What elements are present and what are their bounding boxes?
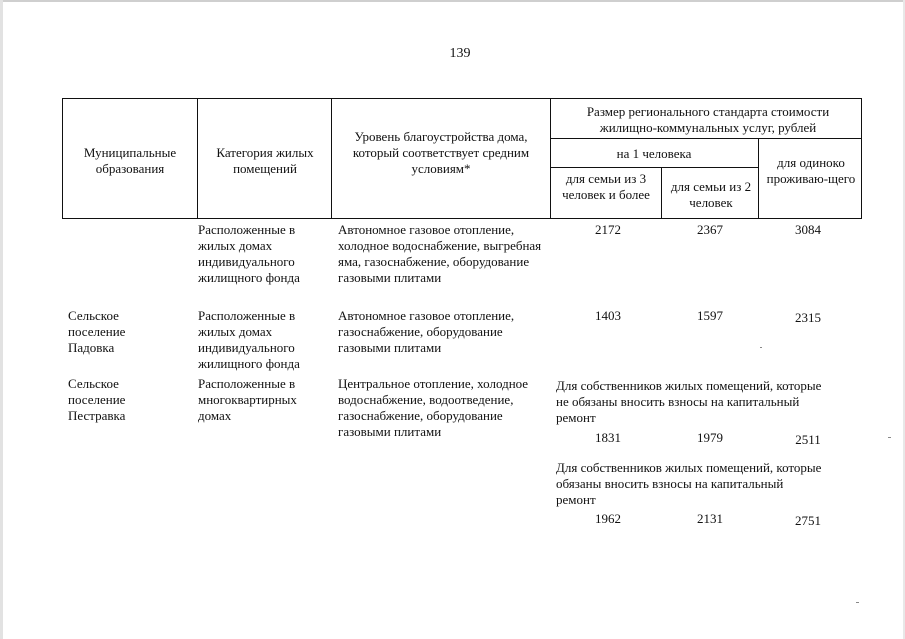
row2-municipality: Сельское поселение Падовка — [68, 308, 126, 355]
row2-family3: 1403 — [595, 308, 621, 323]
row1-single: 3084 — [795, 222, 821, 237]
header-single: для одиноко проживаю-щего — [766, 155, 856, 186]
row3-note-2: Для собственников жилых помещений, которые обязаны вносить взносы на капитальный ремонт — [556, 460, 822, 507]
table-header — [62, 98, 862, 219]
header-family2: для семьи из 2 человек — [670, 179, 752, 210]
header-divider — [550, 138, 861, 139]
row3-category: Расположенные в многоквартирных домах — [198, 376, 297, 423]
header-divider — [197, 99, 198, 218]
row3-sub1-family2: 1979 — [697, 430, 723, 445]
header-family3: для семьи из 3 человек и более — [562, 171, 650, 202]
row1-family3: 2172 — [595, 222, 621, 237]
row2-single: 2315 — [795, 310, 821, 325]
header-divider — [758, 138, 759, 218]
scan-speck — [856, 602, 859, 603]
row2-level: Автономное газовое отопление, газоснабжение, оборудование газовыми плитами — [338, 308, 515, 355]
header-level: Уровень благоустройства дома, который соответствует средним условиям* — [352, 129, 530, 176]
row1-level: Автономное газовое отопление, холодное водоснабжение, выгребная яма, газоснабжение, оборудование газовыми плитами — [338, 222, 542, 285]
row3-sub2-family3: 1962 — [595, 511, 621, 526]
page-number: 139 — [449, 46, 471, 61]
row3-sub2-single: 2751 — [795, 513, 821, 528]
header-category: Категория жилых помещений — [216, 145, 314, 176]
row3-sub2-family2: 2131 — [697, 511, 723, 526]
header-divider — [550, 167, 758, 168]
header-divider — [331, 99, 332, 218]
row1-family2: 2367 — [697, 222, 723, 237]
header-municipality: Муниципальные образования — [83, 145, 177, 176]
row2-family2: 1597 — [697, 308, 723, 323]
header-standard: Размер регионального стандарта стоимости жилищно-коммунальных услуг, рублей — [586, 104, 830, 135]
row3-note-1: Для собственников жилых помещений, которые не обязаны вносить взносы на капитальный ремонт — [556, 378, 822, 425]
header-per-person: на 1 человека — [616, 146, 692, 161]
scan-top-edge — [0, 0, 905, 2]
header-divider — [661, 167, 662, 218]
row3-municipality: Сельское поселение Пестравка — [68, 376, 126, 423]
row3-level: Центральное отопление, холодное водоснабжение, водоотведение, газоснабжение, оборудование газовыми плитами — [338, 376, 529, 439]
row2-category: Расположенные в жилых домах индивидуального жилищного фонда — [198, 308, 300, 371]
scan-speck — [760, 347, 762, 348]
scan-speck — [888, 437, 891, 438]
row3-sub1-family3: 1831 — [595, 430, 621, 445]
row3-sub1-single: 2511 — [795, 432, 821, 447]
row1-category: Расположенные в жилых домах индивидуального жилищного фонда — [198, 222, 300, 285]
scan-left-edge — [0, 0, 3, 639]
